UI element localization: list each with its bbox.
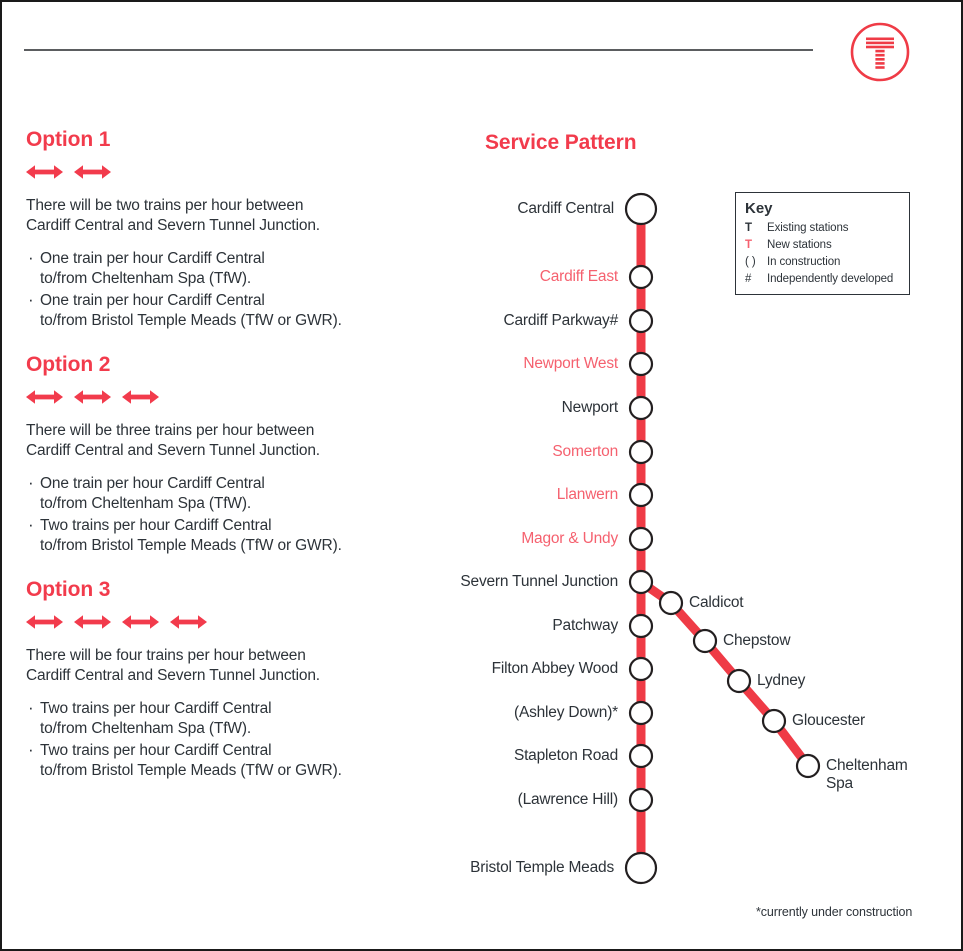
main-line-station[interactable] <box>630 745 652 767</box>
station-label <box>552 617 618 635</box>
main-line-station[interactable] <box>630 615 652 637</box>
station-label <box>521 530 618 548</box>
station-label <box>523 355 618 373</box>
options-column <box>26 128 406 803</box>
main-line-station[interactable] <box>626 194 656 224</box>
option-bullet <box>26 699 406 739</box>
station-name: Cardiff Central <box>517 200 614 217</box>
key-label: New stations <box>767 239 832 251</box>
option-description <box>26 646 406 686</box>
double-arrow-icon <box>74 613 111 631</box>
option-description-line1: There will be four trains per hour between <box>26 647 306 664</box>
option-description-line2: Cardiff Central and Severn Tunnel Junction. <box>26 667 320 684</box>
key-row <box>745 220 909 237</box>
option-description <box>26 421 406 461</box>
frequency-arrows <box>26 611 406 633</box>
option-description-line2: Cardiff Central and Severn Tunnel Junction. <box>26 217 320 234</box>
main-line-station[interactable] <box>630 528 652 550</box>
station-name: Patchway <box>552 617 618 634</box>
station-label <box>518 791 618 809</box>
branch-line-station[interactable] <box>660 592 682 614</box>
key-label: Existing stations <box>767 222 849 234</box>
main-line-station[interactable] <box>630 441 652 463</box>
station-label <box>562 399 618 417</box>
branch-line-station[interactable] <box>797 755 819 777</box>
bullet-line2: to/from Cheltenham Spa (TfW). <box>40 270 251 287</box>
option-bullet-list <box>26 474 406 556</box>
station-label <box>470 859 614 877</box>
option-description-line2: Cardiff Central and Severn Tunnel Junction. <box>26 442 320 459</box>
frequency-arrows <box>26 386 406 408</box>
transport-for-wales-logo <box>849 21 911 83</box>
station-name: Gloucester <box>792 712 865 729</box>
station-nodes <box>626 194 819 883</box>
option-bullet <box>26 249 406 289</box>
option-bullet <box>26 741 406 781</box>
station-name: Cardiff East <box>539 268 618 285</box>
key-title: Key <box>745 200 773 217</box>
main-line-station[interactable] <box>630 266 652 288</box>
option-block <box>26 353 406 556</box>
double-arrow-icon <box>74 163 111 181</box>
station-name: Lydney <box>757 672 806 689</box>
key-symbol-icon: T <box>745 239 752 251</box>
bullet-line1: Two trains per hour Cardiff Central <box>40 700 272 717</box>
key-rows <box>745 220 909 288</box>
station-label <box>552 443 618 461</box>
key-symbol-icon: T <box>745 222 752 234</box>
branch-line-station[interactable] <box>763 710 785 732</box>
key-row <box>745 254 909 271</box>
station-name: Stapleton Road <box>513 747 618 764</box>
bullet-line1: One train per hour Cardiff Central <box>40 292 265 309</box>
station-name: Cardiff Parkway# <box>503 312 618 329</box>
station-name: Bristol Temple Meads <box>470 859 614 876</box>
branch-line-station[interactable] <box>728 670 750 692</box>
service-pattern-title: Service Pattern <box>485 131 637 154</box>
station-name: Cheltenham <box>826 757 908 774</box>
double-arrow-icon <box>26 613 63 631</box>
station-name: Chepstow <box>723 632 791 649</box>
station-name: Severn Tunnel Junction <box>460 573 618 590</box>
station-name: Magor & Undy <box>521 530 618 547</box>
main-line-station[interactable] <box>626 853 656 883</box>
bullet-line1: One train per hour Cardiff Central <box>40 250 265 267</box>
station-name-line2: Spa <box>826 775 853 792</box>
bullet-line2: to/from Bristol Temple Meads (TfW or GWR). <box>40 762 342 779</box>
bullet-line1: Two trains per hour Cardiff Central <box>40 742 272 759</box>
main-line-station[interactable] <box>630 484 652 506</box>
footnote: *currently under construction <box>756 905 913 919</box>
station-name: (Ashley Down)* <box>513 704 618 721</box>
station-name: Newport <box>561 399 618 416</box>
key-label: In construction <box>767 256 841 268</box>
station-label <box>517 200 614 218</box>
option-block <box>26 578 406 781</box>
station-name: Caldicot <box>689 594 744 611</box>
branch-line-station[interactable] <box>694 630 716 652</box>
route-lines <box>641 209 808 868</box>
station-label <box>689 594 743 612</box>
key-symbol-icon: ( ) <box>745 256 756 268</box>
key-symbol-icon: # <box>745 273 752 285</box>
double-arrow-icon <box>74 388 111 406</box>
option-bullet <box>26 291 406 331</box>
bullet-line2: to/from Cheltenham Spa (TfW). <box>40 495 251 512</box>
option-block <box>26 128 406 331</box>
bullet-line2: to/from Bristol Temple Meads (TfW or GWR). <box>40 312 342 329</box>
station-label <box>723 632 790 650</box>
double-arrow-icon <box>122 388 159 406</box>
station-label <box>503 312 618 330</box>
key-row <box>745 271 909 288</box>
option-bullet <box>26 474 406 514</box>
main-line-station[interactable] <box>630 702 652 724</box>
station-label <box>514 747 618 765</box>
option-title: Option 3 <box>26 578 111 601</box>
main-line-station[interactable] <box>630 397 652 419</box>
bullet-line1: One train per hour Cardiff Central <box>40 475 265 492</box>
key-label: Independently developed <box>767 273 894 285</box>
double-arrow-icon <box>26 388 63 406</box>
key-row <box>745 237 909 254</box>
station-label <box>757 672 805 690</box>
option-description-line1: There will be three trains per hour between <box>26 422 315 439</box>
option-description-line1: There will be two trains per hour between <box>26 197 304 214</box>
frequency-arrows <box>26 161 406 183</box>
header-divider <box>24 49 813 51</box>
station-label <box>826 757 908 793</box>
station-name: Newport West <box>523 355 618 372</box>
option-bullet-list <box>26 249 406 331</box>
bullet-line1: Two trains per hour Cardiff Central <box>40 517 272 534</box>
station-name: (Lawrence Hill) <box>517 791 618 808</box>
bullet-line2: to/from Cheltenham Spa (TfW). <box>40 720 251 737</box>
main-line-station[interactable] <box>630 658 652 680</box>
option-bullet-list <box>26 699 406 781</box>
main-line-station[interactable] <box>630 571 652 593</box>
option-title: Option 2 <box>26 353 111 376</box>
station-label <box>557 486 618 504</box>
double-arrow-icon <box>122 613 159 631</box>
option-title: Option 1 <box>26 128 111 151</box>
station-label <box>492 660 618 678</box>
main-line-station[interactable] <box>630 310 652 332</box>
station-name: Llanwern <box>556 486 618 503</box>
station-label <box>792 712 865 730</box>
main-line-station[interactable] <box>630 353 652 375</box>
double-arrow-icon <box>170 613 207 631</box>
option-bullet <box>26 516 406 556</box>
option-description <box>26 196 406 236</box>
station-label <box>460 573 618 591</box>
station-label <box>514 704 618 722</box>
station-name: Filton Abbey Wood <box>491 660 618 677</box>
double-arrow-icon <box>26 163 63 181</box>
key-legend <box>735 192 910 295</box>
main-line-station[interactable] <box>630 789 652 811</box>
station-label <box>540 268 618 286</box>
bullet-line2: to/from Bristol Temple Meads (TfW or GWR). <box>40 537 342 554</box>
station-name: Somerton <box>552 443 618 460</box>
